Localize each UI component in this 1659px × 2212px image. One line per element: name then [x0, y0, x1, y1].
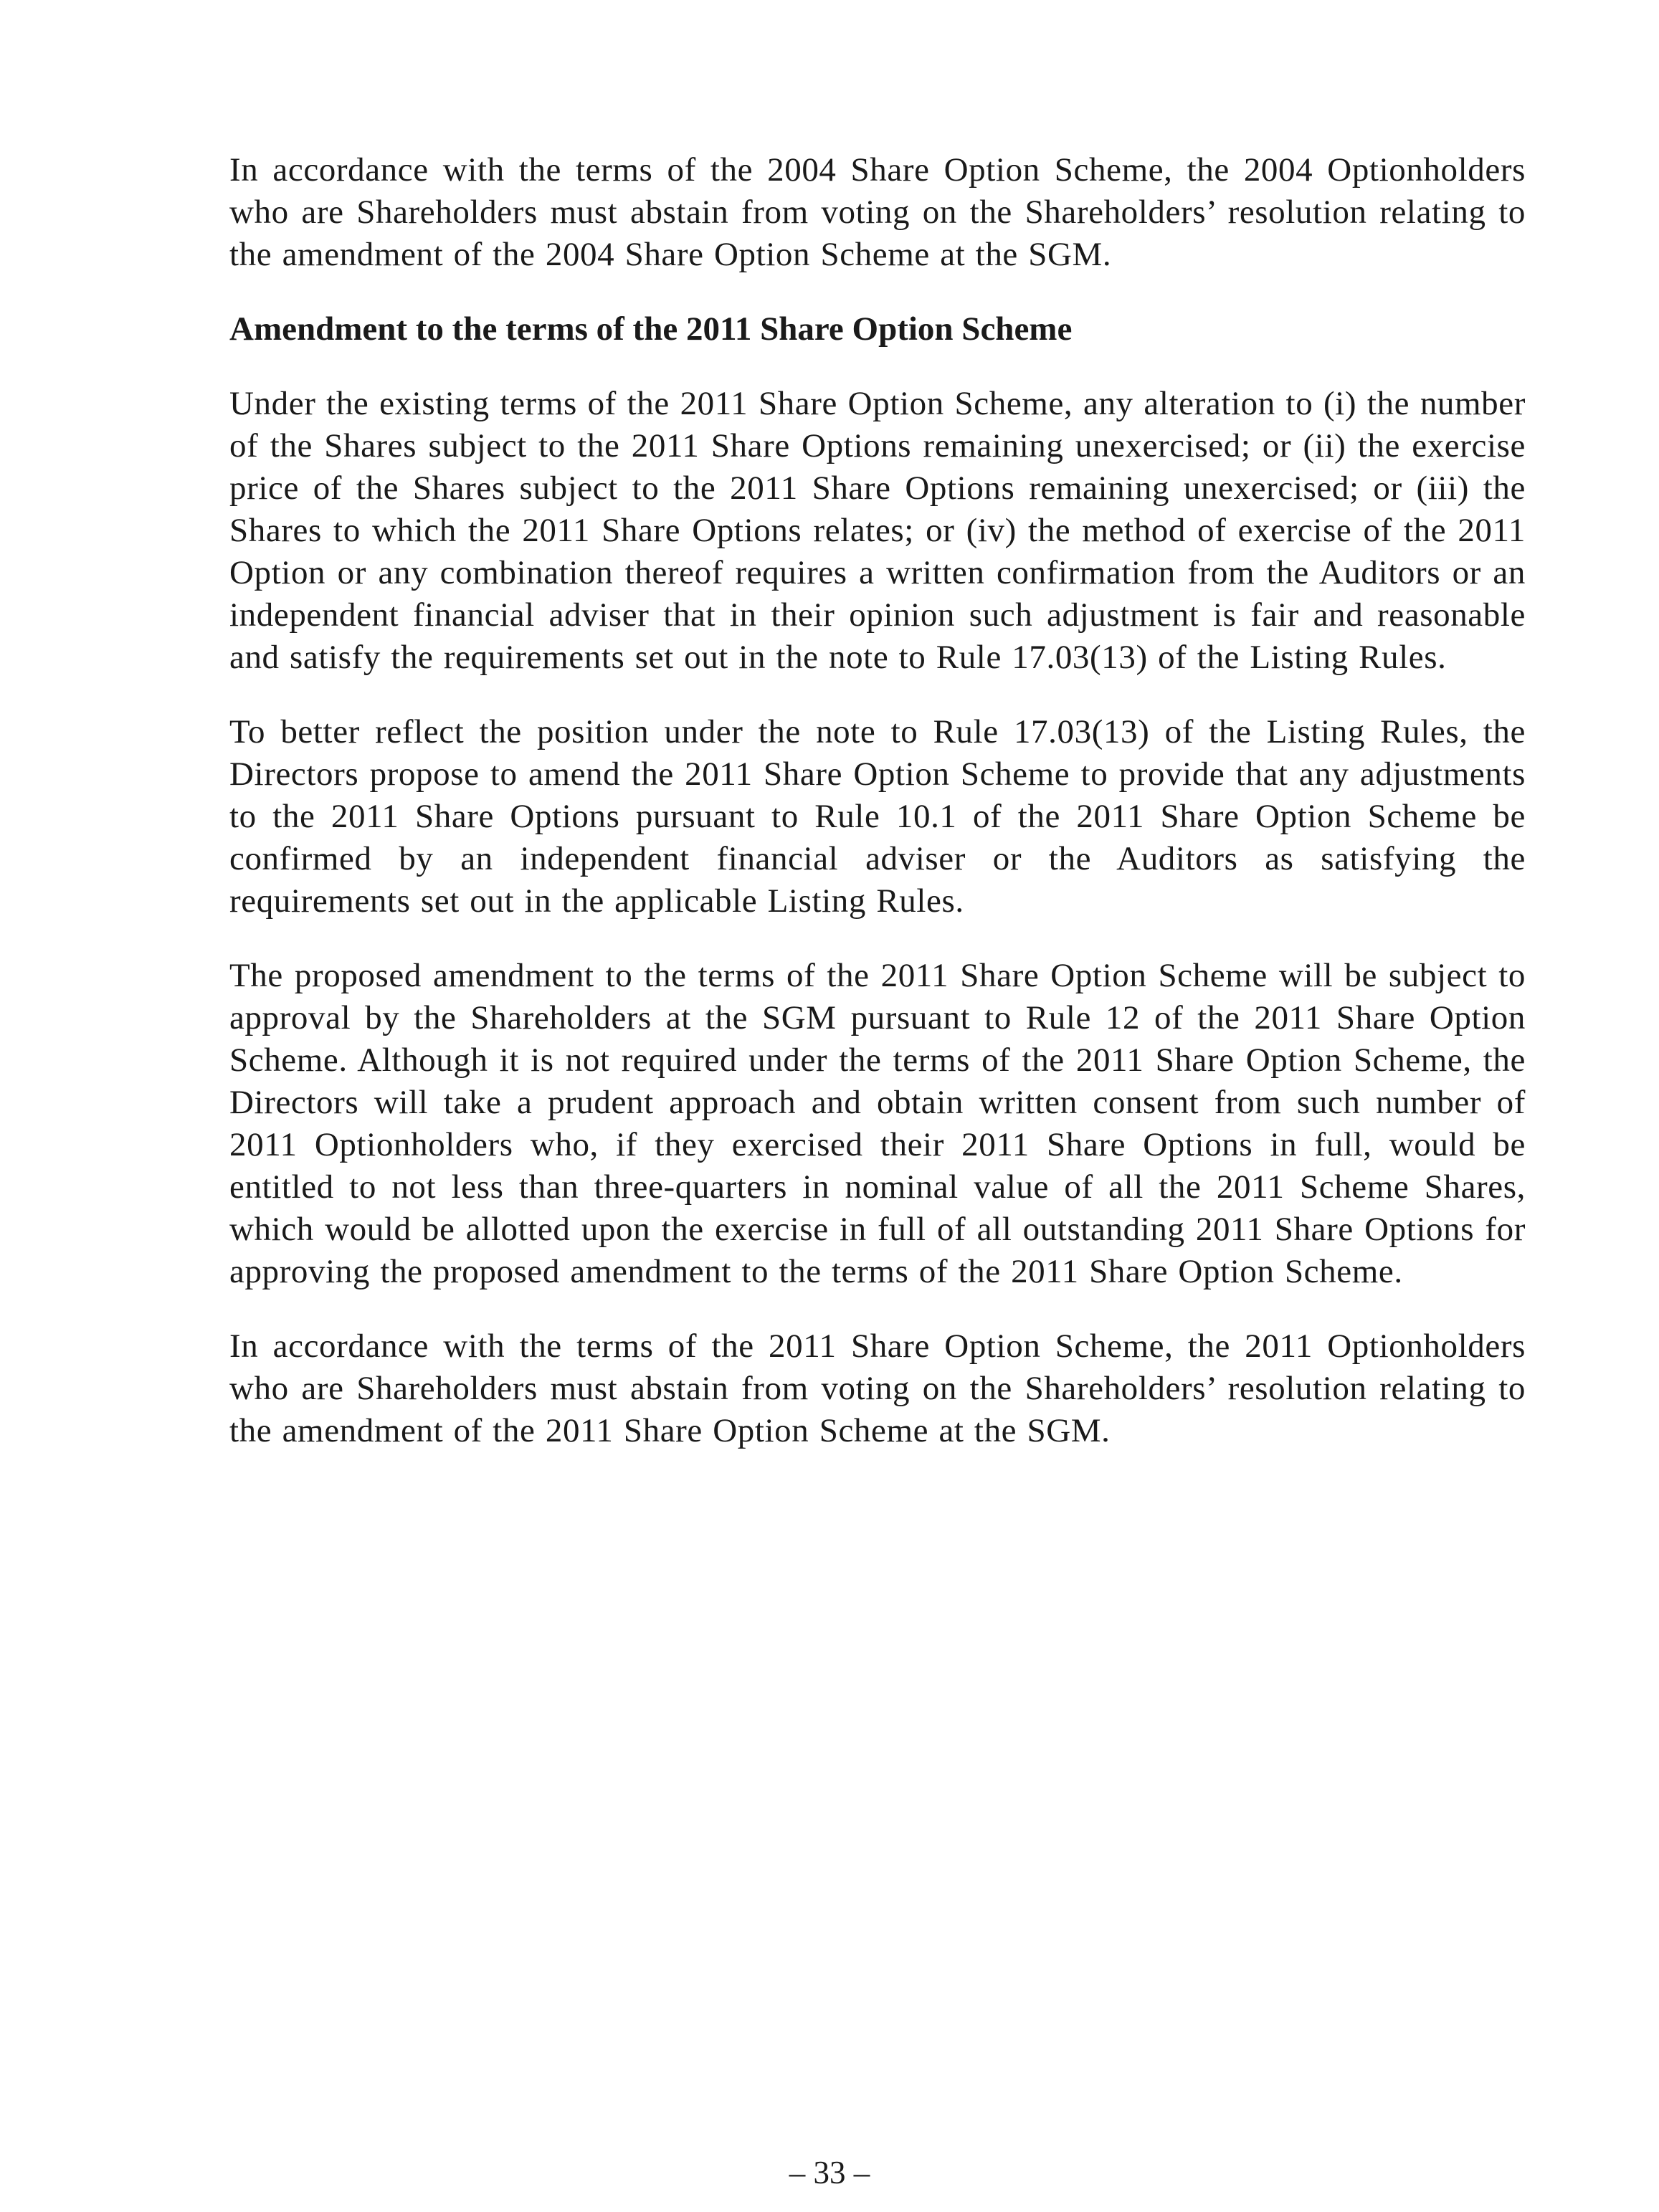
paragraph-existing-terms: Under the existing terms of the 2011 Share Option Scheme, any alteration to (i) the number of the Shares subject to the 2011 Share Options remaining unexercised; or (ii) the exercise price of the Shares subject to the 2011 Share Options remaining unexercised; or (iii) the Shares to which the 2011 Share Options relates; or (iv) the method of exercise of the 2011 Option or any combination thereof requires a written confirmation from the Auditors or an independent financial adviser that in their opinion such adjustment is fair and reasonable and satisfy the requirements set out in the note to Rule 17.03(13) of the Listing Rules. [229, 385, 1526, 676]
paragraph-approval: The proposed amendment to the terms of the 2011 Share Option Scheme will be subject to approval by the Shareholders at the SGM pursuant to Rule 12 of the 2011 Share Option Scheme. Although it is not required under the terms of the 2011 Share Option Scheme, the Directors will take a prudent approach and obtain written consent from such number of 2011 Optionholders who, if they exercised their 2011 Share Options in full, would be entitled to not less than three-quarters in nominal value of all the 2011 Scheme Shares, which would be allotted upon the exercise in full of all outstanding 2011 Share Options for approving the proposed amendment to the terms of the 2011 Share Option Scheme. [229, 957, 1526, 1290]
document-body [229, 149, 1526, 1484]
paragraph-proposed-amendment: To better reflect the position under the note to Rule 17.03(13) of the Listing Rules, the Directors propose to amend the 2011 Share Option Scheme to provide that any adjustments to the 2011 Share Options pursuant to Rule 10.1 of the 2011 Share Option Scheme be confirmed by an independent financial adviser or the Auditors as satisfying the requirements set out in the applicable Listing Rules. [229, 713, 1526, 920]
paragraph-2011-abstain: In accordance with the terms of the 2011 Share Option Scheme, the 2011 Optionholders who are Shareholders must abstain from voting on the Shareholders’ resolution relating to the amendment of the 2011 Share Option Scheme at the SGM. [229, 1327, 1526, 1449]
section-heading: Amendment to the terms of the 2011 Share Option Scheme [229, 310, 1073, 348]
paragraph-2004-abstain: In accordance with the terms of the 2004 Share Option Scheme, the 2004 Optionholders who are Shareholders must abstain from voting on the Shareholders’ resolution relating to the amendment of the 2004 Share Option Scheme at the SGM. [229, 151, 1526, 273]
page-number: – 33 – [789, 2155, 870, 2190]
